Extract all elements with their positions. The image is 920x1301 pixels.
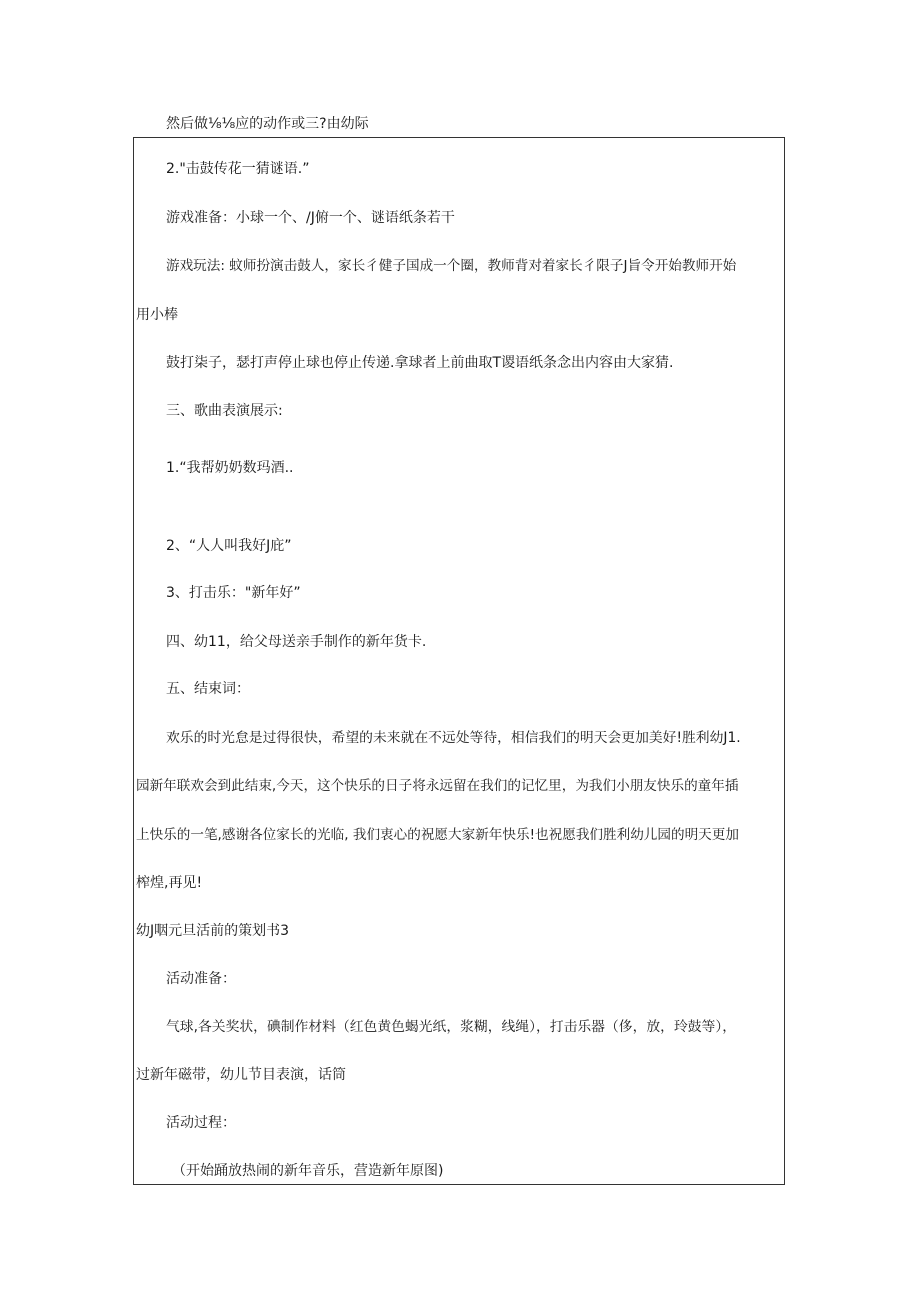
line-materials: 气球,各关奖状，碘制作材料（红色黄色蝎光纸，浆糊，线绳），打击乐器（侈，放，玲鼓等），	[166, 1019, 737, 1035]
line-closing-4: 榨煌,再见!	[136, 875, 203, 891]
line-game-prep: 游戏准备：小球一个、/J俯一个、谜语纸条若干	[166, 210, 455, 226]
line-song-3: 3、打击乐："新年好”	[166, 585, 301, 601]
line-drum-rules: 鼓打柒子，瑟打声停止球也停止传递.拿球者上前曲取T谡语纸条念出内容由大家猜.	[166, 355, 674, 371]
line-song-2: 2、“人人叫我好J庇”	[166, 538, 292, 554]
line-section-4: 四、幼11，给父母送亲手制作的新年货卡.	[166, 634, 427, 650]
line-closing-2: 园新年联欢会到此结束,今天，这个快乐的日子将永远留在我们的记忆里，为我们小朋友快乐的童年插	[136, 778, 739, 794]
line-materials-cont: 过新年磁带，幼儿节目表演，话筒	[136, 1067, 346, 1083]
line-section-3: 三、歌曲表演展示:	[166, 403, 283, 419]
line-closing-3: 上快乐的一笔,感谢各位家长的光临, 我们衷心的祝愿大家新年快乐!也祝愿我们胜利幼儿园的明天更加	[136, 827, 739, 843]
line-game-play-cont: 用小棒	[136, 307, 178, 323]
line-activity-process: 活动过程：	[166, 1115, 236, 1131]
line-song-1: 1.“我帮奶奶数玛酒..	[166, 460, 294, 476]
top-line: 然后做⅛⅛应的动作或三?由幼际	[166, 116, 369, 132]
line-opening-music: （开始踊放热闹的新年音乐，营造新年原图)	[172, 1163, 444, 1179]
line-section-5: 五、结束词：	[166, 681, 250, 697]
line-closing-1: 欢乐的时光怠是过得很快，希望的未来就在不远处等待，相信我们的明天会更加美好!胜利幼J1.	[166, 730, 741, 746]
line-drum-game-title: 2."击鼓传花一猜谜语.”	[166, 161, 310, 177]
line-game-play: 游戏玩法: 蚊师扮演击鼓人，家长彳健子国成一个圈，教师背对着家长彳限子J旨令开始教师开始	[166, 258, 737, 274]
plan-3-heading: 幼J咽元旦活前的策划书3	[136, 923, 290, 939]
line-activity-prep: 活动准备：	[166, 971, 236, 987]
